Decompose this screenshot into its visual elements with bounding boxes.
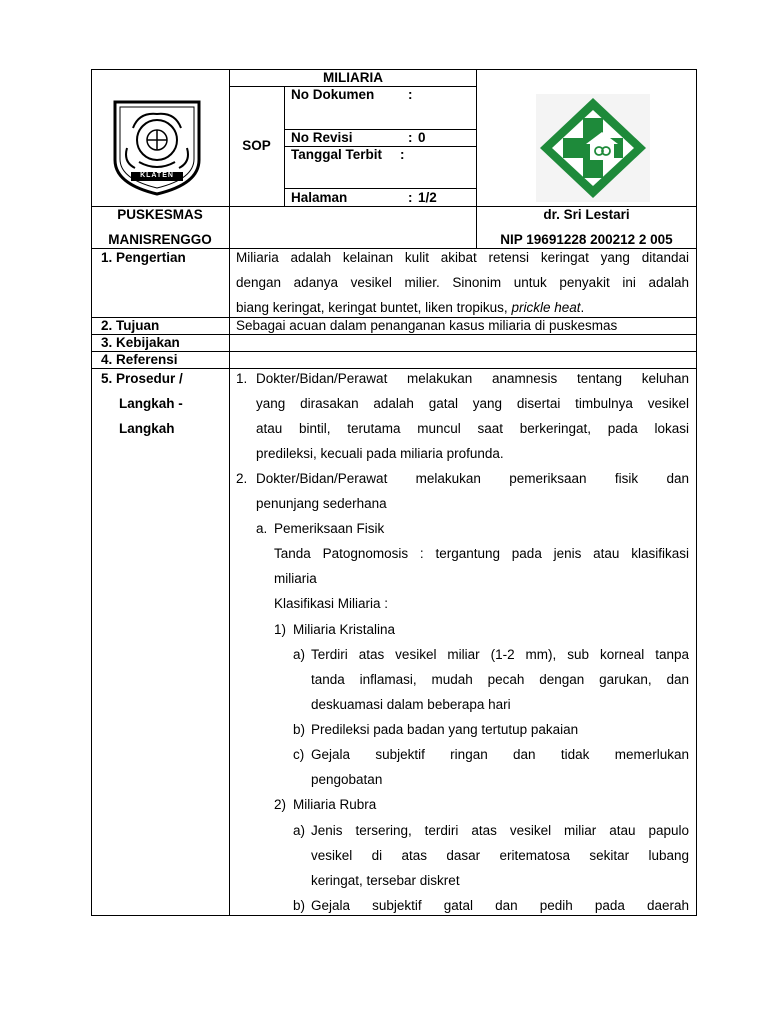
col-divider-left	[229, 69, 230, 916]
no-dokumen-sep: :	[408, 87, 413, 102]
kristalina-b-line1: Predileksi pada badan yang tertutup pakaian	[311, 722, 579, 737]
kristalina-title: Miliaria Kristalina	[293, 622, 396, 637]
rubra-b-line1: Gejala subjektif gatal dan pedih pada daerah	[311, 898, 689, 913]
line-under-tanggal	[284, 188, 477, 189]
puskesmas-logo	[536, 94, 650, 202]
no-dokumen-label: No Dokumen	[291, 87, 375, 102]
pengertian-end-period: .	[580, 300, 585, 315]
kristalina-c-line1: Gejala subjektif ringan dan tidak memerlukan	[311, 747, 689, 762]
kristalina-c-line2: pengobatan	[311, 772, 383, 787]
kristalina-c-number: c)	[293, 747, 305, 762]
pengertian-line1: Miliaria adalah kelainan kulit akibat retensi keringat yang ditandai	[236, 250, 689, 265]
org-name-line2: MANISRENGGO	[108, 232, 212, 247]
seal-text: KLATEN	[140, 172, 174, 179]
pengertian-line2: dengan adanya vesikel milier. Sinonim untuk penyakit ini adalah	[236, 275, 689, 290]
label-pengertian: 1. Pengertian	[101, 250, 186, 265]
sop-label: SOP	[242, 138, 271, 153]
step2-number: 2.	[236, 471, 248, 486]
halaman-sep: :	[408, 190, 413, 205]
step1-line4: predileksi, kecuali pada miliaria profunda.	[256, 446, 504, 461]
no-revisi-sep: :	[408, 130, 413, 145]
step2-line1: Dokter/Bidan/Perawat melakukan pemeriksaan fisik dan	[256, 471, 689, 486]
label-prosedur-1: 5. Prosedur /	[101, 371, 183, 386]
step1-number: 1.	[236, 371, 248, 386]
table-border-bottom	[91, 915, 697, 916]
kristalina-a-number: a)	[293, 647, 306, 662]
table-border-right	[696, 69, 697, 916]
tanda-line1: Tanda Patognomosis : tergantung pada jenis atau klasifikasi	[274, 546, 689, 561]
step1-line3: atau bintil, terutama muncul saat berkeringat, pada lokasi	[256, 421, 689, 436]
rubra-b-number: b)	[293, 898, 306, 913]
kristalina-b-number: b)	[293, 722, 306, 737]
sub-a-number: a.	[256, 521, 268, 536]
document-title: MILIARIA	[323, 70, 383, 85]
kristalina-a-line1: Terdiri atas vesikel miliar (1-2 mm), sub korneal tanpa	[311, 647, 689, 662]
pengertian-term-italic: prickle heat	[511, 300, 581, 315]
klaten-seal-logo	[109, 98, 205, 196]
pengertian-line3-text: biang keringat, keringat buntet, liken tropikus,	[236, 300, 508, 315]
rubra-title: Miliaria Rubra	[293, 797, 377, 812]
halaman-value: 1/2	[418, 190, 437, 205]
label-kebijakan: 3. Kebijakan	[101, 335, 180, 350]
signatory-nip: NIP 19691228 200212 2 005	[500, 232, 673, 247]
line-org-bottom	[91, 248, 697, 249]
tujuan-text: Sebagai acuan dalam penanganan kasus miliaria di puskesmas	[236, 318, 618, 333]
line-tujuan-bottom	[91, 334, 697, 335]
org-name-line1: PUSKESMAS	[117, 207, 203, 222]
signatory-name: dr. Sri Lestari	[543, 207, 630, 222]
label-prosedur-3: Langkah	[119, 421, 175, 436]
tanda-line2: miliaria	[274, 571, 317, 586]
rubra-number: 2)	[274, 797, 287, 812]
label-referensi: 4. Referensi	[101, 352, 178, 367]
no-revisi-label: No Revisi	[291, 130, 353, 145]
pengertian-line3	[236, 300, 584, 316]
no-revisi-value: 0	[418, 130, 426, 145]
table-border-left	[91, 69, 92, 916]
kristalina-a-line2: tanda inflamasi, mudah pecah dengan garukan, dan	[311, 672, 689, 687]
tanggal-terbit-label: Tanggal Terbit	[291, 147, 382, 162]
line-kebijakan-bottom	[91, 351, 697, 352]
sub-a-text: Pemeriksaan Fisik	[274, 521, 385, 536]
rubra-a-line2: vesikel di atas dasar eritematosa sekitar lubang	[311, 848, 689, 863]
rubra-a-number: a)	[293, 823, 306, 838]
rubra-a-line3: keringat, tersebar diskret	[311, 873, 460, 888]
step1-line2: yang dirasakan adalah gatal yang disertai timbulnya vesikel	[256, 396, 689, 411]
halaman-label: Halaman	[291, 190, 348, 205]
step1-line1: Dokter/Bidan/Perawat melakukan anamnesis tentang keluhan	[256, 371, 689, 386]
line-referensi-bottom	[91, 368, 697, 369]
label-prosedur-2: Langkah -	[119, 396, 183, 411]
kristalina-a-line3: deskuamasi dalam beberapa hari	[311, 697, 511, 712]
tanggal-terbit-sep: :	[400, 147, 405, 162]
rubra-a-line1: Jenis tersering, terdiri atas vesikel miliar atau papulo	[311, 823, 689, 838]
klasifikasi-heading: Klasifikasi Miliaria :	[274, 596, 389, 611]
label-tujuan: 2. Tujuan	[101, 318, 160, 333]
kristalina-number: 1)	[274, 622, 287, 637]
step2-line2: penunjang sederhana	[256, 496, 387, 511]
